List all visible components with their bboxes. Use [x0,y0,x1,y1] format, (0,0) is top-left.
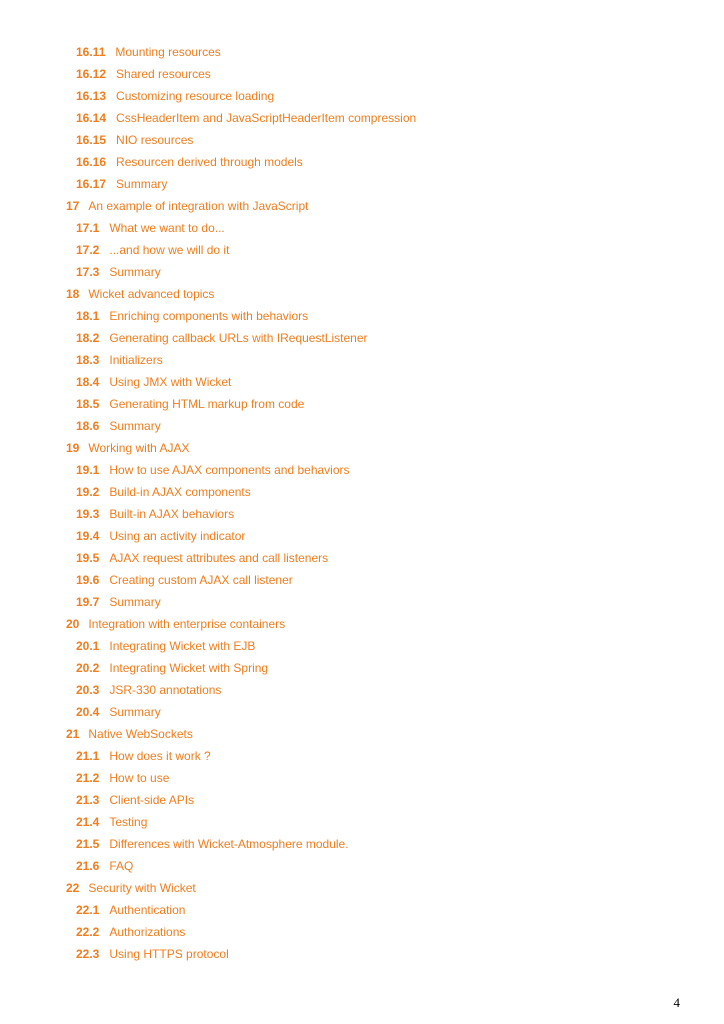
toc-entry-number: 16.12 [76,67,107,81]
toc-entry-number: 17 [66,199,80,213]
toc-section-link[interactable] [0,833,724,855]
toc-entry-title: Initializers [109,353,163,367]
toc-section-link[interactable] [0,393,724,415]
toc-section-link[interactable] [0,701,724,723]
toc-section-link[interactable] [0,305,724,327]
toc-section-link[interactable] [0,129,724,151]
toc-entry-title: FAQ [109,859,134,873]
toc-entry-number: 17.3 [76,265,100,279]
toc-section-link[interactable] [0,41,724,63]
toc-entry-title: Creating custom AJAX call listener [109,573,293,587]
toc-entry-number: 18.4 [76,375,100,389]
toc-entry-title: Summary [109,705,161,719]
toc-entry-number: 16.16 [76,155,107,169]
toc-entry-number: 19.2 [76,485,100,499]
toc-section-link[interactable] [0,63,724,85]
toc-entry-number: 17.1 [76,221,100,235]
toc-entry-number: 16.14 [76,111,107,125]
toc-entry-title: Differences with Wicket-Atmosphere module. [109,837,349,851]
toc-section-link[interactable] [0,789,724,811]
toc-section-link[interactable] [0,459,724,481]
toc-section-link[interactable] [0,635,724,657]
toc-entry-title: What we want to do... [109,221,225,235]
toc-section-link[interactable] [0,899,724,921]
toc-entry-title: Summary [116,177,168,191]
toc-section-link[interactable] [0,503,724,525]
toc-entry-number: 16.11 [76,45,106,59]
toc-chapter-link[interactable] [0,613,724,635]
toc-entry-number: 18.3 [76,353,100,367]
toc-entry-number: 18.6 [76,419,100,433]
toc-entry-number: 21.3 [76,793,100,807]
toc-section-link[interactable] [0,569,724,591]
toc-entry-title: Summary [109,595,161,609]
toc-entry-number: 21.1 [76,749,100,763]
toc-entry-title: AJAX request attributes and call listeners [109,551,329,565]
toc-entry-title: Working with AJAX [88,441,190,455]
toc-entry-title: Mounting resources [115,45,221,59]
toc-entry-title: Generating callback URLs with IRequestListener [109,331,368,345]
toc-entry-title: Resourcen derived through models [116,155,303,169]
toc-section-link[interactable] [0,261,724,283]
toc-entry-number: 20.2 [76,661,100,675]
toc-chapter-link[interactable] [0,877,724,899]
toc-entry-title: Shared resources [116,67,211,81]
toc-entry-title: Wicket advanced topics [88,287,215,301]
toc-entry-title: Summary [109,265,161,279]
toc-section-link[interactable] [0,327,724,349]
toc-section-link[interactable] [0,151,724,173]
toc-entry-title: Testing [109,815,148,829]
toc-entry-title: NIO resources [116,133,194,147]
toc-entry-title: Client-side APIs [109,793,195,807]
toc-entry-number: 18.2 [76,331,100,345]
toc-entry-number: 22 [66,881,80,895]
toc-entry-title: How to use [109,771,170,785]
toc-entry-title: Security with Wicket [88,881,196,895]
toc-entry-number: 21.5 [76,837,100,851]
toc-entry-title: Authorizations [109,925,186,939]
toc-entry-title: Native WebSockets [88,727,193,741]
toc-entry-title: Generating HTML markup from code [109,397,305,411]
toc-entry-number: 20 [66,617,80,631]
toc-entry-number: 19.1 [76,463,100,477]
toc-entry-title: Summary [109,419,161,433]
toc-entry-number: 16.13 [76,89,107,103]
toc-entry-number: 20.3 [76,683,100,697]
toc-entry-number: 16.15 [76,133,107,147]
toc-entry-title: JSR-330 annotations [109,683,222,697]
toc-entry-number: 19.7 [76,595,100,609]
toc-entry-title: Integrating Wicket with Spring [109,661,269,675]
toc-entry-title: Integration with enterprise containers [88,617,286,631]
toc-entry-title: Enriching components with behaviors [109,309,309,323]
toc-entry-title: Authentication [109,903,186,917]
toc-entry-number: 20.4 [76,705,100,719]
toc-entry-title: Build-in AJAX components [109,485,251,499]
toc-entry-title: ...and how we will do it [109,243,230,257]
toc-entry-number: 21.4 [76,815,100,829]
toc-section-link[interactable] [0,547,724,569]
toc-section-link[interactable] [0,239,724,261]
toc-entry-number: 19.4 [76,529,100,543]
toc-section-link[interactable] [0,85,724,107]
toc-section-link[interactable] [0,217,724,239]
toc-chapter-link[interactable] [0,283,724,305]
toc-entry-number: 19 [66,441,80,455]
toc-section-link[interactable] [0,371,724,393]
toc-entry-title: How to use AJAX components and behaviors [109,463,350,477]
toc-section-link[interactable] [0,767,724,789]
toc-section-link[interactable] [0,679,724,701]
toc-entry-number: 21 [66,727,80,741]
toc-section-link[interactable] [0,657,724,679]
page-number: 4 [673,995,680,1010]
toc-entry-number: 22.1 [76,903,100,917]
toc-entry-title: How does it work ? [109,749,211,763]
toc-chapter-link[interactable] [0,437,724,459]
table-of-contents [0,41,724,965]
toc-entry-title: An example of integration with JavaScript [88,199,309,213]
toc-section-link[interactable] [0,811,724,833]
toc-entry-number: 18.5 [76,397,100,411]
toc-section-link[interactable] [0,745,724,767]
toc-entry-title: Using JMX with Wicket [109,375,232,389]
toc-entry-title: CssHeaderItem and JavaScriptHeaderItem compression [116,111,417,125]
toc-section-link[interactable] [0,943,724,965]
toc-section-link[interactable] [0,107,724,129]
toc-entry-number: 19.6 [76,573,100,587]
toc-entry-title: Using HTTPS protocol [109,947,229,961]
toc-section-link[interactable] [0,525,724,547]
toc-entry-number: 17.2 [76,243,100,257]
toc-section-link[interactable] [0,173,724,195]
toc-entry-number: 16.17 [76,177,107,191]
toc-section-link[interactable] [0,349,724,371]
toc-section-link[interactable] [0,855,724,877]
toc-section-link[interactable] [0,921,724,943]
toc-chapter-link[interactable] [0,723,724,745]
toc-section-link[interactable] [0,415,724,437]
toc-entry-number: 20.1 [76,639,100,653]
toc-entry-title: Integrating Wicket with EJB [109,639,256,653]
toc-entry-number: 19.5 [76,551,100,565]
toc-entry-number: 18.1 [76,309,100,323]
toc-entry-number: 22.2 [76,925,100,939]
toc-entry-title: Built-in AJAX behaviors [109,507,235,521]
toc-entry-number: 21.2 [76,771,100,785]
toc-entry-number: 22.3 [76,947,100,961]
toc-chapter-link[interactable] [0,195,724,217]
toc-entry-number: 19.3 [76,507,100,521]
toc-entry-number: 18 [66,287,80,301]
toc-entry-title: Customizing resource loading [116,89,275,103]
toc-entry-title: Using an activity indicator [109,529,246,543]
toc-section-link[interactable] [0,591,724,613]
toc-section-link[interactable] [0,481,724,503]
toc-entry-number: 21.6 [76,859,100,873]
